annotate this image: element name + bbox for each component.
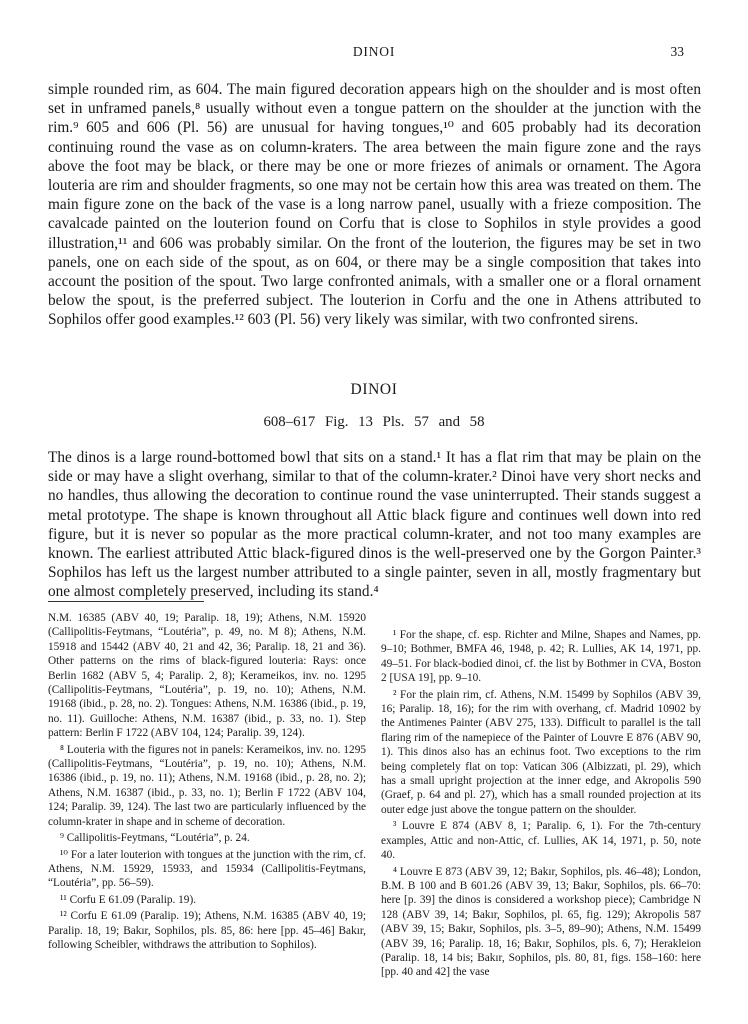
footnotes-left-column	[48, 611, 366, 954]
footnote: N.M. 16385 (ABV 40, 19; Paralip. 18, 19); Athens, N.M. 15920 (Callipolitis-Feytmans, “Loutéria”, p. 49, no. M 8); Athens, N.M. 15918 and 15442 (ABV 40, 21 and 42, 36; Paralip. 18, 21 and 36). Other patterns on the rims of black-figured louteria: Rays: once Berlin 1682 (ABV 5, 4; Paralip. 2, 8); Kerameikos, inv. no. 1295 (Callipolitis-Feytmans, “Loutéria”, p. 19, no. 10); Athens, N.M. 19168 (ibid., p. 28, no. 2). Tongues: Athens, N.M. 16386 (ibid., p. 19, no. 11). Guilloche: Athens, N.M. 16387 (ibid., p. 33, no. 1). Step pattern: Berlin F 1722 (ABV 104, 124; Paralip. 39, 124).	[48, 612, 366, 740]
footnote: ⁸ Louteria with the figures not in panels: Kerameikos, inv. no. 1295 (Callipolitis-Feytmans, “Loutéria”, p. 19, no. 10); Athens, N.M. 16386 (ibid., p. 19, no. 11); Athens, N.M. 19168 (ibid., p. 28, no. 2); Athens, N.M. 16387 (ibid., p. 33, no. 1); Berlin F 1722 (ABV 104, 124; Paralip. 39, 124). The last two are particularly influenced by the column-krater in shape and in scheme of decoration.	[48, 743, 366, 828]
footnote-rule	[48, 601, 204, 602]
footnote: ¹⁰ For a later louterion with tongues at the junction with the rim, cf. Athens, N.M. 15929, 15933, and 15934 (Callipolitis-Feytmans, “Loutéria”, pp. 56–59).	[48, 848, 366, 890]
footnote: ¹ For the shape, cf. esp. Richter and Milne, Shapes and Names, pp. 9–10; Bothmer, BMFA 46, 1948, p. 42; R. Lullies, AK 14, 1971, pp. 49–51. For black-bodied dinoi, cf. the list by Bothmer in CVA, Boston 2 [USA 19], pp. 9–10.	[381, 629, 701, 685]
page-number: 33	[670, 44, 684, 59]
footnote: ² For the plain rim, cf. Athens, N.M. 15499 by Sophilos (ABV 39, 16; Paralip. 18, 16); for the rim with overhang, cf. Madrid 10902 by the Antimenes Painter (ABV 275, 133). Difficult to parallel is the tall flaring rim of the namepiece of the Painter of Louvre E 876 (ABV 90, 1). This dinos also has an echinus foot. Two exceptions to the rim being completely flat on top: Vatican 306 (Albizzati, pl. 29), which has a small upright projection at the inner edge, and Akropolis 590 (Graef, p. 64 and pl. 27), which has a small rounded projection at its outer edge just above the tongue pattern on the shoulder.	[381, 688, 701, 816]
body-paragraph-louteria: simple rounded rim, as 604. The main figured decoration appears high on the shoulder and is most often set in unframed panels,⁸ usually without even a tongue pattern on the shoulder at the junction with the rim.⁹ 605 and 606 (Pl. 56) are unusual for having tongues,¹⁰ and 605 probably had its decoration continuing round the vase as on column-kraters. The area between the main figure zone and the rays above the foot may be black, or there may be one or more friezes of animals or ornament. The Agora louteria are rim and shoulder fragments, so one may not be certain how this area was treated on them. The main figure zone on the back of the vase is a long narrow panel, usually with a frieze composition. The cavalcade painted on the louterion found on Corfu that is close to Sophilos in style provides a good illustration,¹¹ and 606 was probably similar. On the front of the louterion, the figures may be set in two panels, one on each side of the spout, as on 604, or there may be a single composition that takes into account the position of the spout. Two large confronted animals, with a smaller one or a floral ornament below the spout, is the preferred subject. The louterion in Corfu and the one in Athens attributed to Sophilos offer good examples.¹² 603 (Pl. 56) very likely was similar, with two confronted sirens.	[48, 81, 701, 329]
footnote: ³ Louvre E 874 (ABV 8, 1; Paralip. 6, 1). For the 7th-century examples, Attic and non-Attic, cf. Lullies, AK 14, 1971, p. 50, note 40.	[381, 820, 701, 862]
footnote: ¹¹ Corfu E 61.09 (Paralip. 19).	[60, 893, 197, 906]
footnote: ⁴ Louvre E 873 (ABV 39, 12; Bakır, Sophilos, pls. 46–48); London, B.M. B 100 and B 601.26 (ABV 39, 13; Bakır, Sophilos, pls. 66–70: here [p. 39] the dinos is considered a workshop piece); Cambridge N 128 (ABV 39, 14; Bakır, Sophilos, pl. 65, fig. 129); Akropolis 587 (ABV 39, 15; Bakır, Sophilos, pls. 3–5, 89–90); Athens, N.M. 15499 (ABV 39, 16; Paralip. 18, 16; Bakır, Sophilos, pls. 6, 7); Herakleion (Paralip. 18, 14 bis; Bakır, Sophilos, pls. 80, 81, figs. 158–160: here [pp. 40 and 42] the vase	[381, 865, 701, 979]
footnotes-right-column	[381, 628, 701, 982]
footnote: ¹² Corfu E 61.09 (Paralip. 19); Athens, N.M. 16385 (ABV 40, 19; Paralip. 18, 19; Bakır, Sophilos, pls. 85, 86: here [pp. 45–46] Bakır, following Scheibler, withdraws the attribution to Sophilos).	[48, 910, 366, 951]
body-paragraph-dinoi: The dinos is a large round-bottomed bowl that sits on a stand.¹ It has a flat rim that may be plain on the side or may have a slight overhang, similar to that of the column-krater.² Dinoi have very short necks and no handles, thus allowing the decoration to continue round the vase uninterrupted. Their stands suggest a metal prototype. The shape is known throughout all Attic black figure and continues well down into red figure, but it is never so popular as the more practical column-krater, and not too many examples are known. The earliest attributed Attic black-figured dinos is the well-preserved one by the Gorgon Painter.³ Sophilos has left us the largest number attributed to a single painter, seven in all, mostly fragmentary but one almost completely preserved, including its stand.⁴	[48, 449, 701, 601]
footnote: ⁹ Callipolitis-Feytmans, “Loutéria”, p. 24.	[60, 832, 250, 845]
section-heading: DINOI	[350, 381, 398, 398]
running-title: DINOI	[352, 44, 396, 59]
section-catalogue-range: 608–617 Fig. 13 Pls. 57 and 58	[263, 414, 485, 430]
